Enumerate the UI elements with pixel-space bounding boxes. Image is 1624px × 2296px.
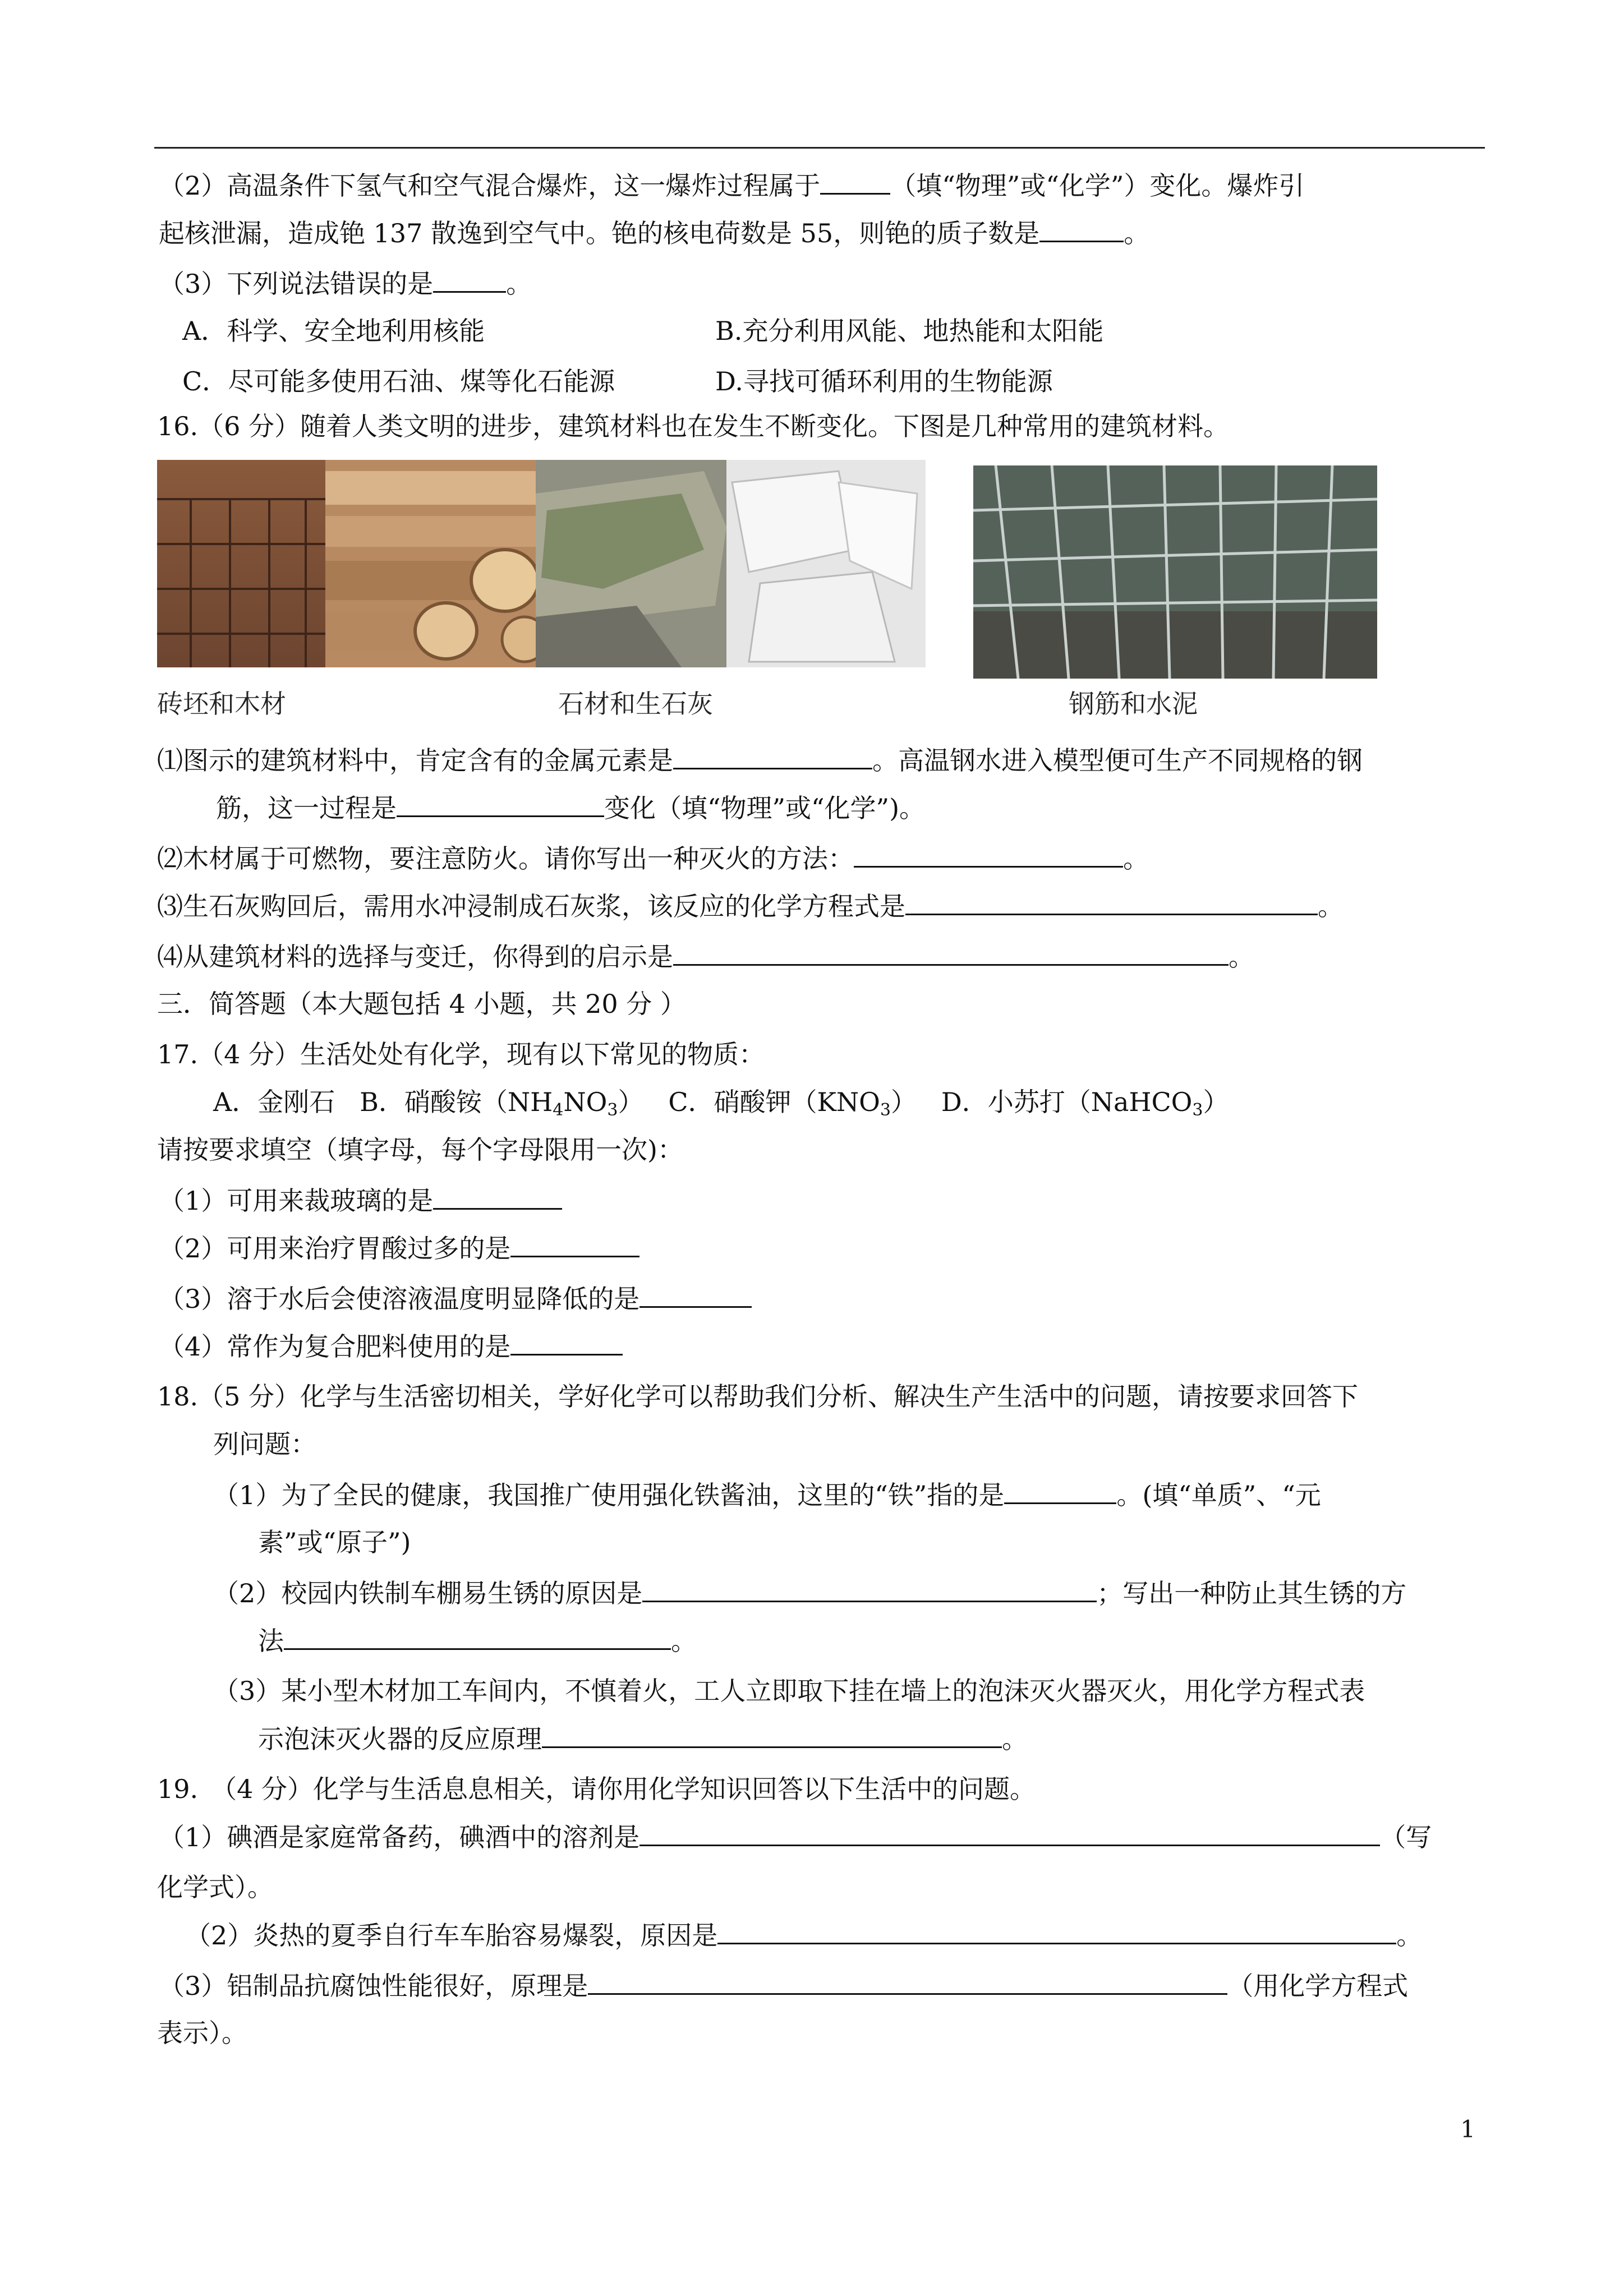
answer-blank[interactable] <box>640 1281 752 1308</box>
answer-blank[interactable] <box>673 743 872 769</box>
q19-sub3-line1: （3）铝制品抗腐蚀性能很好，原理是 （用化学方程式 <box>159 1968 1408 2003</box>
q16-stem: 16.（6 分）随着人类文明的进步，建筑材料也在发生不断变化。下图是几种常用的建筑材料。 <box>157 411 1230 441</box>
section-3-heading: 三．简答题（本大题包括 4 小题，共 20 分 ） <box>157 989 686 1019</box>
q17-instruction: 请按要求填空（填字母，每个字母限用一次)： <box>157 1135 683 1165</box>
q16-part3: ⑶生石灰购回后，需用水冲浸制成石灰浆，该反应的化学方程式是 。 <box>157 889 1344 923</box>
header-rule <box>154 147 1485 149</box>
q19-sub1-line2: 化学式）。 <box>157 1872 273 1902</box>
q19-sub3-line2: 表示）。 <box>157 2018 247 2048</box>
q15-part2-line2: 起核泄漏，造成铯 137 散逸到空气中。铯的核电荷数是 55，则铯的质子数是 。 <box>159 216 1149 250</box>
quicklime-photo <box>726 460 926 667</box>
answer-blank[interactable] <box>510 1231 640 1257</box>
q18-sub1-line2: 素”或“原子”) <box>258 1527 411 1557</box>
q17-option-d: D．小苏打（NaHCO$_3$） <box>941 1087 1229 1120</box>
rebar-cement-photo <box>973 465 1377 679</box>
q19-sub1-line1: （1）碘酒是家庭常备药，碘酒中的溶剂是 （写 <box>159 1820 1432 1854</box>
caption-rebar-cement: 钢筋和水泥 <box>1069 689 1198 719</box>
answer-blank[interactable] <box>1039 216 1124 242</box>
q19-stem: 19. （4 分）化学与生活息息相关，请你用化学知识回答以下生活中的问题。 <box>157 1774 1036 1804</box>
q15-option-c: C．尽可能多使用石油、煤等化石能源 <box>182 366 615 397</box>
q17-sub4: （4）常作为复合肥料使用的是 <box>159 1329 623 1363</box>
q18-sub2-line2: 法 。 <box>258 1624 697 1658</box>
answer-blank[interactable] <box>820 168 890 195</box>
answer-blank[interactable] <box>588 1968 1227 1995</box>
q18-sub3-line2: 示泡沫灭火器的反应原理 。 <box>258 1722 1028 1756</box>
answer-blank[interactable] <box>642 1576 1097 1602</box>
q17-option-c: C．硝酸钾$(KNO_3)$ <box>668 1087 917 1120</box>
q16-part2: ⑵木材属于可燃物，要注意防火。请你写出一种灭火的方法： 。 <box>157 841 1149 875</box>
caption-bricks-wood: 砖坯和木材 <box>157 689 286 719</box>
q17-option-a: A．金刚石 <box>213 1087 335 1117</box>
q15-part2-line1: （2）高温条件下氢气和空气混合爆炸，这一爆炸过程属于 （填“物理”或“化学”）变化。爆炸引 <box>159 168 1304 202</box>
wood-logs-photo <box>325 460 536 667</box>
q15-option-d: D.寻找可循环利用的生物能源 <box>715 366 1053 397</box>
q15-option-b: B.充分利用风能、地热能和太阳能 <box>715 316 1104 346</box>
q15-option-a: A．科学、安全地利用核能 <box>182 316 485 346</box>
q18-sub2-line1: （2）校园内铁制车棚易生锈的原因是 ；写出一种防止其生锈的方 <box>213 1576 1406 1610</box>
q17-options <box>213 1085 1229 1127</box>
page-number: 1 <box>1460 2115 1475 2143</box>
q17-option-b: B．硝酸铵$(NH_4NO_3)$ <box>360 1087 644 1120</box>
q17-stem: 17.（4 分）生活处处有化学，现有以下常见的物质： <box>157 1039 765 1069</box>
answer-blank[interactable] <box>1004 1478 1116 1504</box>
answer-blank[interactable] <box>854 841 1123 868</box>
stone-photo <box>536 460 726 667</box>
answer-blank[interactable] <box>397 791 604 817</box>
q18-stem-line2: 列问题： <box>213 1429 316 1459</box>
answer-blank[interactable] <box>433 1183 562 1210</box>
q17-sub1: （1）可用来裁玻璃的是 <box>159 1183 562 1218</box>
answer-blank[interactable] <box>284 1624 671 1650</box>
q16-part1-line1: ⑴图示的建筑材料中，肯定含有的金属元素是 。高温钢水进入模型便可生产不同规格的钢 <box>157 743 1363 777</box>
answer-blank[interactable] <box>542 1722 1002 1748</box>
answer-blank[interactable] <box>717 1918 1396 1944</box>
q17-sub2: （2）可用来治疗胃酸过多的是 <box>159 1231 640 1265</box>
q17-sub3: （3）溶于水后会使溶液温度明显降低的是 <box>159 1281 752 1316</box>
q18-sub3-line1: （3）某小型木材加工车间内，不慎着火，工人立即取下挂在墙上的泡沫灭火器灭火，用化学方程式表 <box>213 1676 1365 1706</box>
q18-stem-line1: 18.（5 分）化学与生活密切相关，学好化学可以帮助我们分析、解决生产生活中的问题，请按要求回答下 <box>157 1381 1359 1412</box>
answer-blank[interactable] <box>640 1820 1380 1846</box>
answer-blank[interactable] <box>433 266 506 293</box>
q15-part3: （3）下列说法错误的是 。 <box>159 266 532 301</box>
q18-sub1-line1: （1）为了全民的健康，我国推广使用强化铁酱油，这里的“铁”指的是 。(填“单质”、“元 <box>213 1478 1321 1512</box>
answer-blank[interactable] <box>905 889 1318 915</box>
brick-photo <box>157 460 325 667</box>
answer-blank[interactable] <box>510 1329 623 1356</box>
caption-stone-lime: 石材和生石灰 <box>558 689 713 719</box>
q16-part4: ⑷从建筑材料的选择与变迁，你得到的启示是 。 <box>157 939 1254 974</box>
q16-part1-line2: 筋，这一过程是 变化（填“物理”或“化学”)。 <box>216 791 925 825</box>
q19-sub2: （2）炎热的夏季自行车车胎容易爆裂，原因是 。 <box>185 1918 1422 1952</box>
answer-blank[interactable] <box>673 939 1229 966</box>
